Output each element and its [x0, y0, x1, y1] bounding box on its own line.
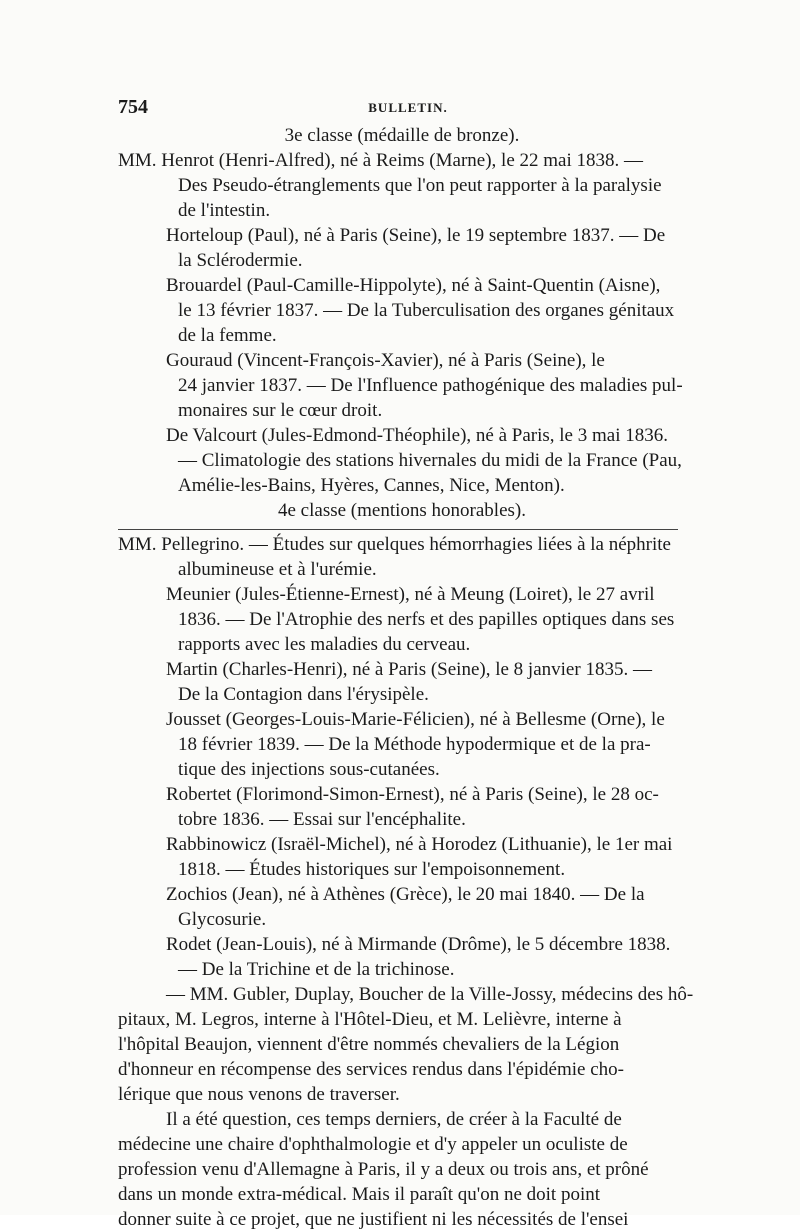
page-number: 754	[118, 96, 148, 118]
text-line: Il a été question, ces temps derniers, de créer à la Faculté de	[166, 1109, 622, 1130]
text-line: Brouardel (Paul-Camille-Hippolyte), né à Saint-Quentin (Aisne),	[166, 275, 661, 296]
text-line: Martin (Charles-Henri), né à Paris (Seine), le 8 janvier 1835. —	[166, 659, 652, 680]
text-line: de la femme.	[178, 325, 277, 346]
text-line: 4e classe (mentions honorables).	[278, 500, 526, 521]
text-line: tobre 1836. — Essai sur l'encéphalite.	[178, 809, 466, 830]
text-line: Des Pseudo-étranglements que l'on peut rapporter à la paralysie	[178, 175, 662, 196]
text-line: 3e classe (médaille de bronze).	[284, 125, 520, 146]
text-line: d'honneur en récompense des services rendus dans l'épidémie cho-	[118, 1059, 624, 1080]
text-line: Rodet (Jean-Louis), né à Mirmande (Drôme), le 5 décembre 1838.	[166, 934, 671, 955]
document-body	[118, 123, 694, 1232]
text-line: Rabbinowicz (Israël-Michel), né à Horodez (Lithuanie), le 1er mai	[166, 834, 673, 855]
text-line: MM. Pellegrino. — Études sur quelques hémorrhagies liées à la néphrite	[118, 534, 671, 555]
text-line: l'hôpital Beaujon, viennent d'être nommés chevaliers de la Légion	[118, 1034, 620, 1055]
text-line: 18 février 1839. — De la Méthode hypodermique et de la pra-	[178, 734, 651, 755]
running-title: BULLETIN.	[368, 100, 448, 115]
text-line: albumineuse et à l'urémie.	[178, 559, 377, 580]
text-line: 24 janvier 1837. — De l'Influence pathogénique des maladies pul-	[178, 375, 683, 396]
text-line: donner suite à ce projet, que ne justifient ni les nécessités de l'ensei	[118, 1209, 629, 1230]
text-line: profession venu d'Allemagne à Paris, il y a deux ou trois ans, et prôné	[118, 1159, 649, 1180]
text-line: 1836. — De l'Atrophie des nerfs et des papilles optiques dans ses	[178, 609, 675, 630]
text-line: 1818. — Études historiques sur l'empoisonnement.	[178, 859, 566, 880]
text-line: — De la Trichine et de la trichinose.	[178, 959, 455, 980]
text-line: De Valcourt (Jules-Edmond-Théophile), né à Paris, le 3 mai 1836.	[166, 425, 668, 446]
text-line: Amélie-les-Bains, Hyères, Cannes, Nice, Menton).	[178, 475, 565, 496]
text-line: monaires sur le cœur droit.	[178, 400, 383, 421]
text-line: tique des injections sous-cutanées.	[178, 759, 440, 780]
text-line: pitaux, M. Legros, interne à l'Hôtel-Dieu, et M. Lelièvre, interne à	[118, 1009, 622, 1030]
text-line: — Climatologie des stations hivernales du midi de la France (Pau,	[178, 450, 682, 471]
text-line: — MM. Gubler, Duplay, Boucher de la Ville-Jossy, médecins des hô-	[166, 984, 694, 1005]
text-line: MM. Henrot (Henri-Alfred), né à Reims (Marne), le 22 mai 1838. —	[118, 150, 643, 171]
text-line: Glycosurie.	[178, 909, 267, 930]
text-line: dans un monde extra-médical. Mais il paraît qu'on ne doit point	[118, 1184, 601, 1205]
text-line: lérique que nous venons de traverser.	[118, 1084, 400, 1105]
text-line: Gouraud (Vincent-François-Xavier), né à Paris (Seine), le	[166, 350, 605, 371]
text-line: Meunier (Jules-Étienne-Ernest), né à Meung (Loiret), le 27 avril	[166, 584, 655, 605]
text-line: de l'intestin.	[178, 200, 271, 221]
section-divider	[118, 529, 678, 530]
text-line: rapports avec les maladies du cerveau.	[178, 634, 471, 655]
text-line: la Sclérodermie.	[178, 250, 303, 271]
text-line: médecine une chaire d'ophthalmologie et d'y appeler un oculiste de	[118, 1134, 628, 1155]
text-line: Jousset (Georges-Louis-Marie-Félicien), né à Bellesme (Orne), le	[166, 709, 665, 730]
page-header	[118, 96, 698, 120]
text-line: De la Contagion dans l'érysipèle.	[178, 684, 429, 705]
text-line: Zochios (Jean), né à Athènes (Grèce), le 20 mai 1840. — De la	[166, 884, 645, 905]
text-line: le 13 février 1837. — De la Tuberculisation des organes génitaux	[178, 300, 675, 321]
text-line: Horteloup (Paul), né à Paris (Seine), le 19 septembre 1837. — De	[166, 225, 666, 246]
text-line: Robertet (Florimond-Simon-Ernest), né à Paris (Seine), le 28 oc-	[166, 784, 659, 805]
